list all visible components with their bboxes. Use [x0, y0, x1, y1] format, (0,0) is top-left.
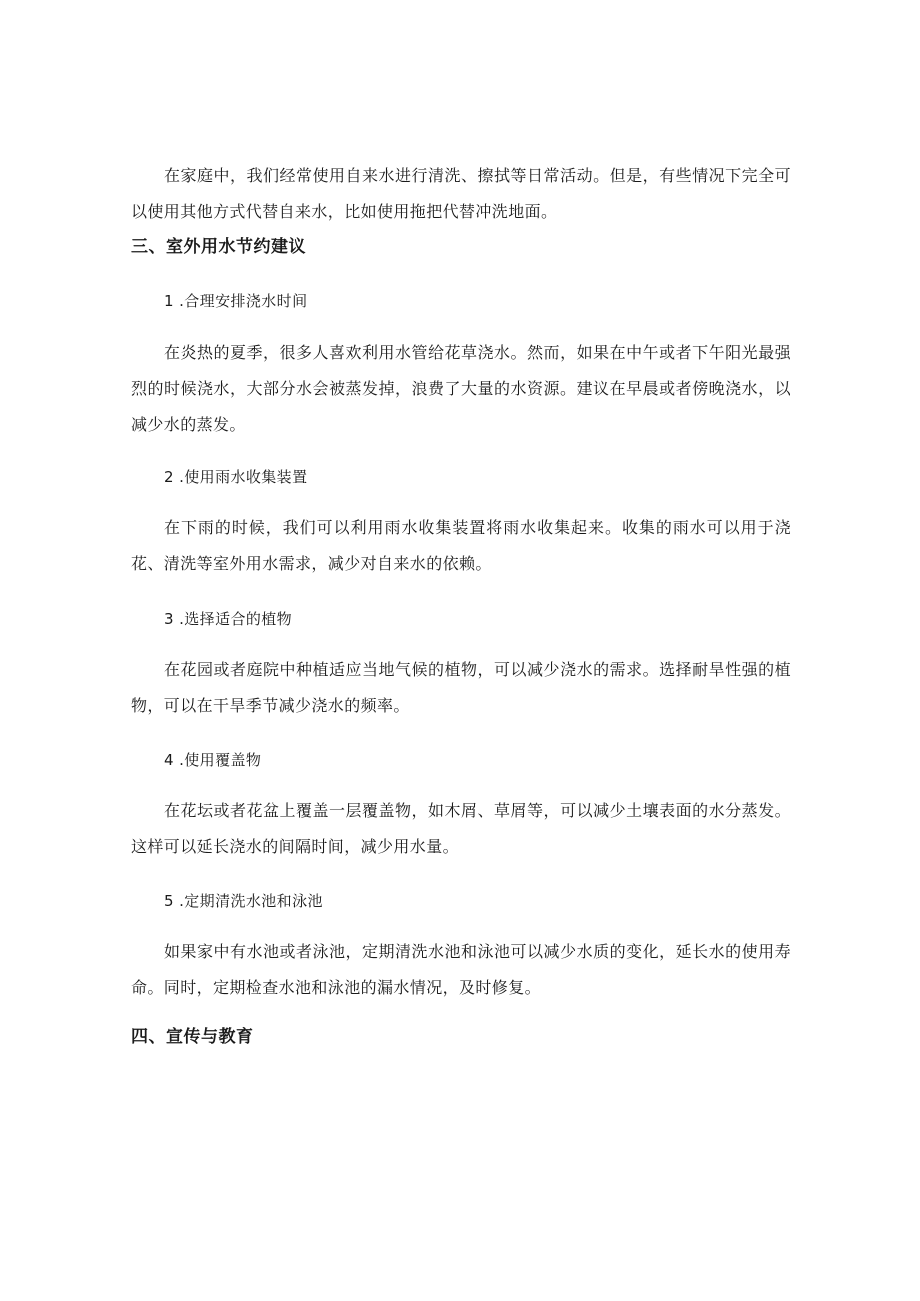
item-body-mulch: 在花坛或者花盆上覆盖一层覆盖物，如木屑、草屑等，可以减少土壤表面的水分蒸发。这样可以延长浇水的间隔时间，减少用水量。 — [131, 801, 791, 856]
item-title-suitable-plants: 3 .选择适合的植物 — [164, 610, 293, 628]
item-title-watering-time: 1 .合理安排浇水时间 — [164, 292, 308, 310]
item-body-rainwater-collection: 在下雨的时候，我们可以利用雨水收集装置将雨水收集起来。收集的雨水可以用于浇花、清洗等室外用水需求，减少对自来水的依赖。 — [131, 518, 791, 573]
intro-paragraph: 在家庭中，我们经常使用自来水进行清洗、擦拭等日常活动。但是，有些情况下完全可以使用其他方式代替自来水，比如使用拖把代替冲洗地面。 — [131, 166, 791, 221]
item-title-rainwater-collection: 2 .使用雨水收集装置 — [164, 468, 308, 486]
item-body-watering-time: 在炎热的夏季，很多人喜欢利用水管给花草浇水。然而，如果在中午或者下午阳光最强烈的时候浇水，大部分水会被蒸发掉，浪费了大量的水资源。建议在早晨或者傍晚浇水，以减少水的蒸发。 — [131, 343, 791, 434]
section-heading-outdoor-water-saving: 三、室外用水节约建议 — [131, 237, 306, 257]
section-heading-publicity-education: 四、宣传与教育 — [131, 1027, 254, 1047]
item-title-clean-pools: 5 .定期清洗水池和泳池 — [164, 892, 323, 910]
item-body-clean-pools: 如果家中有水池或者泳池，定期清洗水池和泳池可以减少水质的变化，延长水的使用寿命。同时，定期检查水池和泳池的漏水情况，及时修复。 — [131, 942, 791, 997]
item-title-mulch: 4 .使用覆盖物 — [164, 751, 262, 769]
item-body-suitable-plants: 在花园或者庭院中种植适应当地气候的植物，可以减少浇水的需求。选择耐旱性强的植物，可以在干旱季节减少浇水的频率。 — [131, 660, 791, 715]
